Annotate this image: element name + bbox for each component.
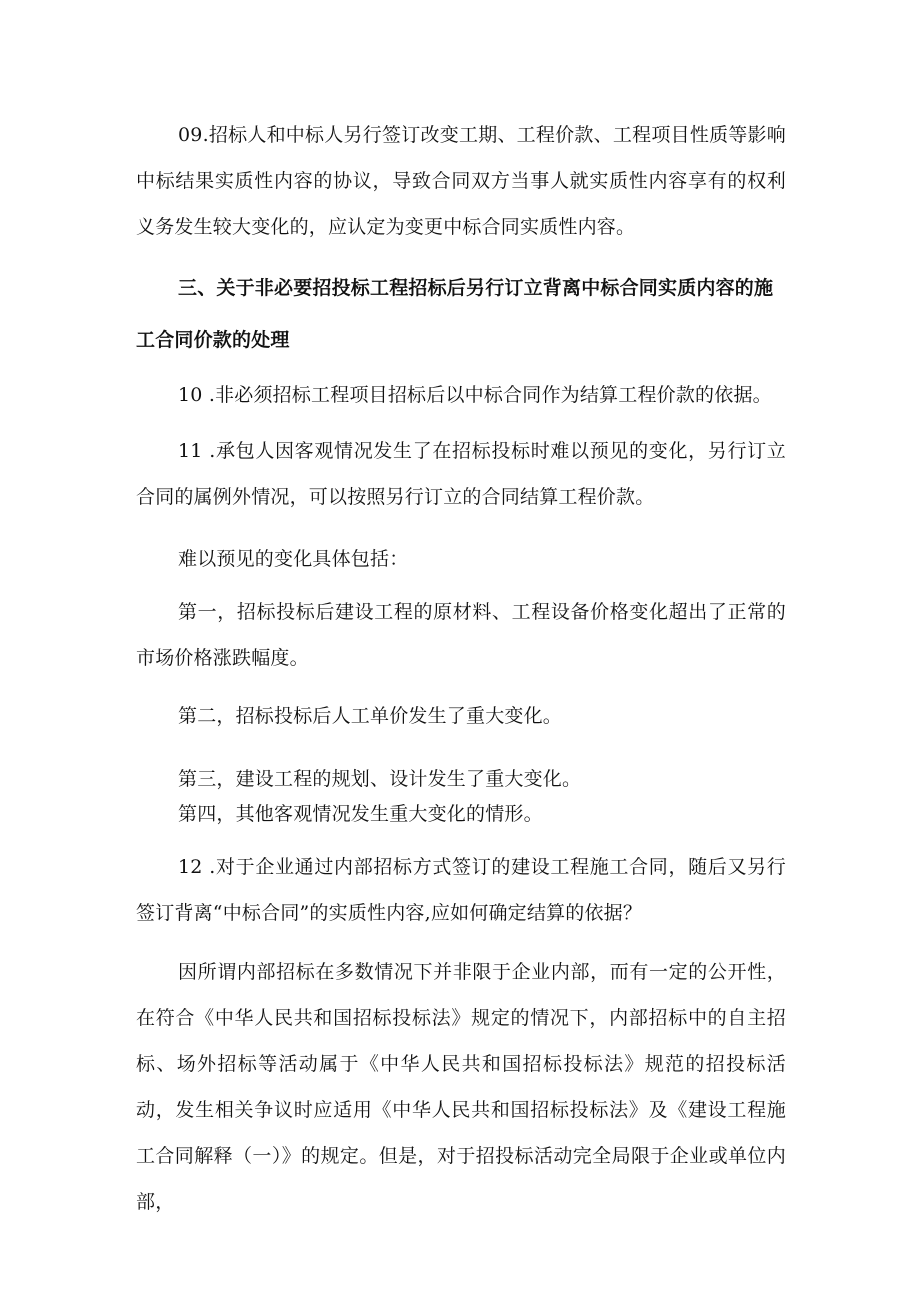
paragraph-third: 第三，建设工程的规划、设计发生了重大变化。 [178, 768, 582, 790]
paragraph-second: 第二，招标投标后人工单价发生了重大变化。 [178, 705, 563, 727]
paragraph-fourth: 第四，其他客观情况发生重大变化的情形。 [178, 803, 543, 825]
paragraph-09: 09.招标人和中标人另行签订改变工期、工程价款、工程项目性质等影响中标结果实质性内容的协议，导致合同双方当事人就实质性内容享有的权利义务发生较大变化的，应认定为变更中标合同实质性内容。 [136, 124, 786, 238]
paragraph-first: 第一，招标投标后建设工程的原材料、工程设备价格变化超出了正常的市场价格涨跌幅度。 [136, 601, 786, 669]
paragraph-11: 11 .承包人因客观情况发生了在招标投标时难以预见的变化，另行订立合同的属例外情况，可以按照另行订立的合同结算工程价款。 [136, 440, 786, 508]
paragraph-10: 10 .非必须招标工程项目招标后以中标合同作为结算工程价款的依据。 [178, 384, 772, 406]
paragraph-unforeseen-intro: 难以预见的变化具体包括： [178, 548, 409, 570]
section-heading-3: 三、关于非必要招投标工程招标后另行订立背离中标合同实质内容的施工合同价款的处理 [136, 277, 774, 351]
paragraph-internal-bidding: 因所谓内部招标在多数情况下并非限于企业内部，而有一定的公开性，在符合《中华人民共和国招标投标法》规定的情况下，内部招标中的自主招标、场外招标等活动属于《中华人民共和国招标投标法》规范的招投标活动，发生相关争议时应适用《中华人民共和国招标投标法》及《建设工程施工合同解释（一）》的规定。但是，对于招投标活动完全局限于企业或单位内部， [136, 961, 786, 1213]
paragraph-12: 12 .对于企业通过内部招标方式签订的建设工程施工合同，随后又另行签订背离“中标合同”的实质性内容,应如何确定结算的依据？ [136, 856, 786, 924]
